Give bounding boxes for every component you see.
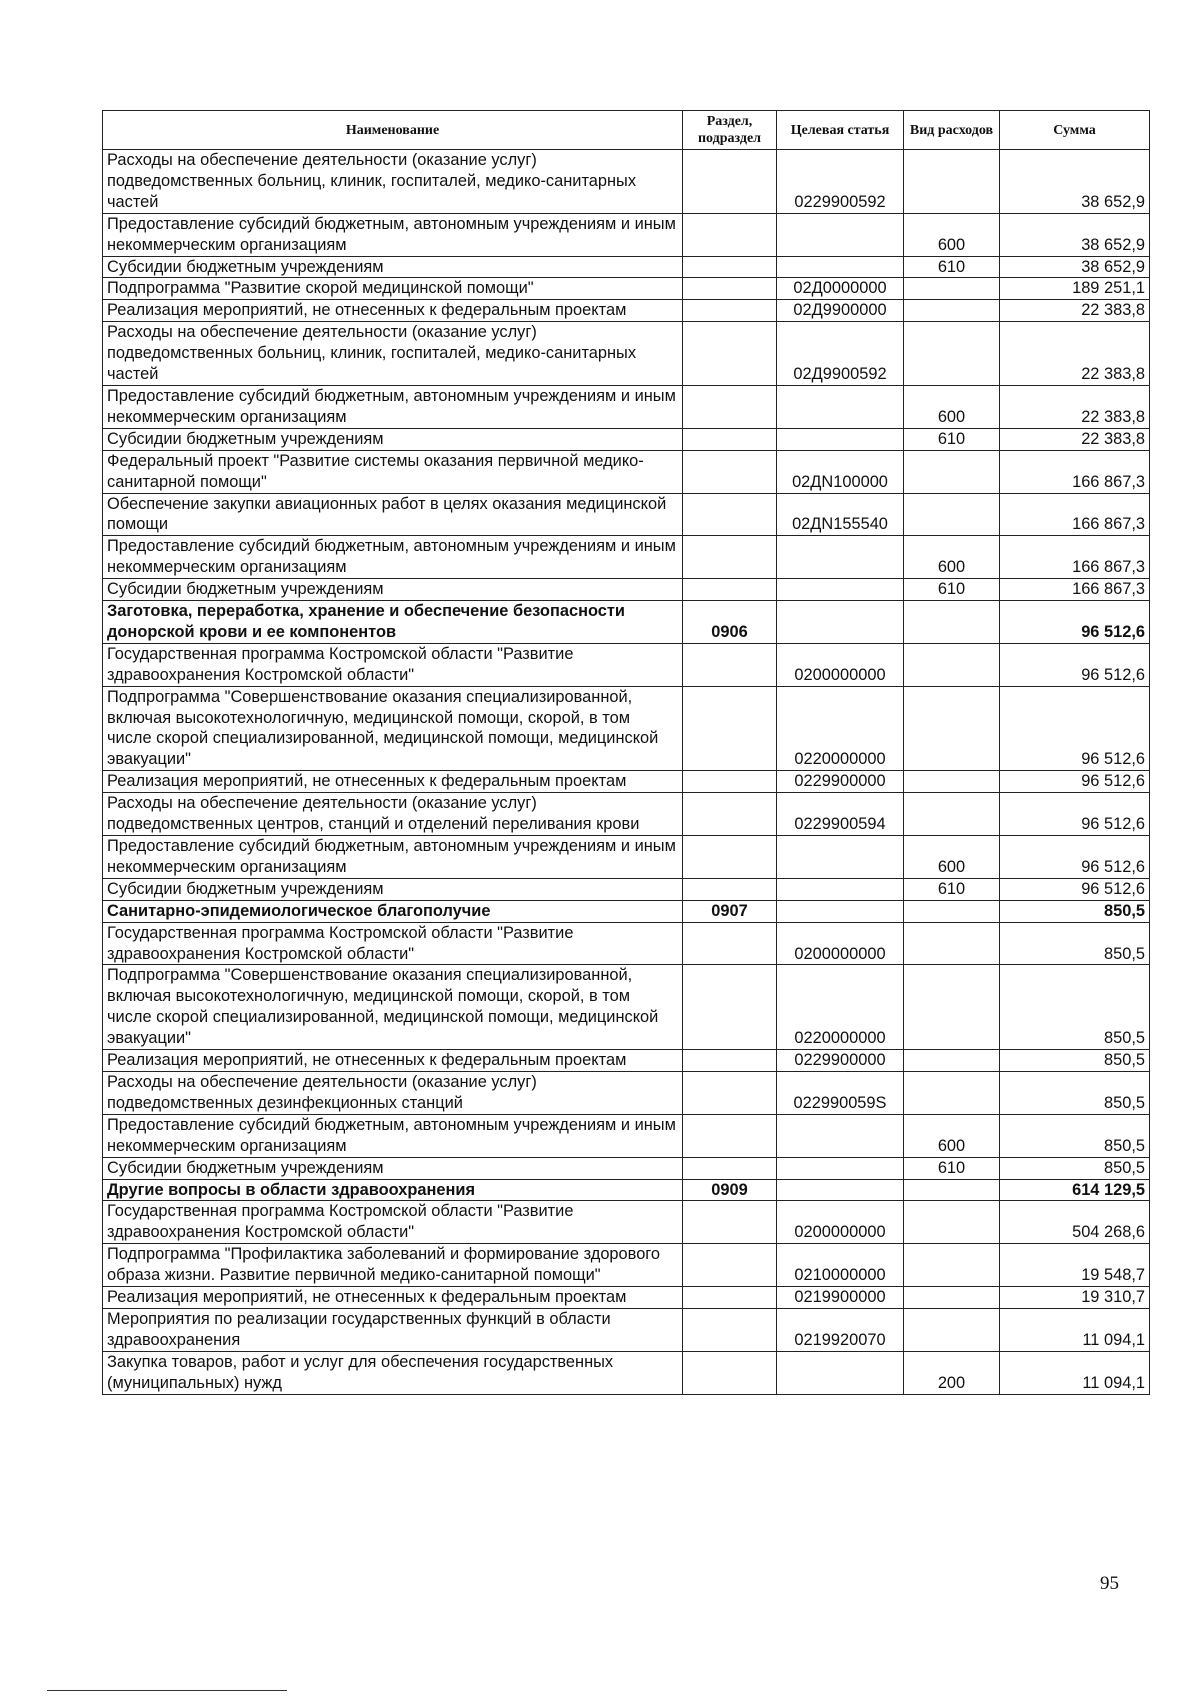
cell-target-code: 0200000000 [777, 922, 904, 965]
cell-amount: 22 383,8 [1000, 300, 1150, 322]
cell-target-code [777, 1351, 904, 1394]
cell-name: Федеральный проект "Развитие системы оказания первичной медико-санитарной помощи" [103, 450, 683, 493]
cell-name: Государственная программа Костромской области "Развитие здравоохранения Костромской области" [103, 922, 683, 965]
cell-name: Субсидии бюджетным учреждениям [103, 878, 683, 900]
cell-expense-type [904, 771, 1000, 793]
cell-target-code [777, 428, 904, 450]
cell-expense-type [904, 900, 1000, 922]
cell-name: Закупка товаров, работ и услуг для обеспечения государственных (муниципальных) нужд [103, 1351, 683, 1394]
cell-expense-type [904, 1287, 1000, 1309]
cell-target-code: 0210000000 [777, 1244, 904, 1287]
cell-section [683, 450, 777, 493]
cell-name: Реализация мероприятий, не отнесенных к федеральным проектам [103, 1050, 683, 1072]
table-row [103, 1071, 1150, 1114]
cell-target-code: 0200000000 [777, 643, 904, 686]
cell-section [683, 322, 777, 386]
cell-section [683, 965, 777, 1050]
table-row [103, 965, 1150, 1050]
cell-section [683, 686, 777, 771]
cell-amount: 614 129,5 [1000, 1179, 1150, 1201]
table-row [103, 300, 1150, 322]
cell-amount: 504 268,6 [1000, 1201, 1150, 1244]
cell-amount: 166 867,3 [1000, 579, 1150, 601]
cell-expense-type: 200 [904, 1351, 1000, 1394]
cell-amount: 96 512,6 [1000, 771, 1150, 793]
cell-target-code [777, 1157, 904, 1179]
table-row [103, 1287, 1150, 1309]
cell-amount: 166 867,3 [1000, 450, 1150, 493]
table-row [103, 878, 1150, 900]
cell-target-code [777, 878, 904, 900]
cell-section [683, 536, 777, 579]
cell-target-code: 0229900000 [777, 1050, 904, 1072]
table-row [103, 836, 1150, 879]
cell-amount: 850,5 [1000, 1050, 1150, 1072]
cell-amount: 38 652,9 [1000, 150, 1150, 214]
header-type: Вид расходов [904, 111, 1000, 150]
cell-name: Подпрограмма "Профилактика заболеваний и формирование здорового образа жизни. Развитие первичной медико-санитарной помощи" [103, 1244, 683, 1287]
cell-expense-type [904, 965, 1000, 1050]
cell-expense-type [904, 300, 1000, 322]
cell-section [683, 428, 777, 450]
cell-expense-type [904, 601, 1000, 644]
cell-name: Расходы на обеспечение деятельности (оказание услуг) подведомственных больниц, клиник, госпиталей, медико-санитарных частей [103, 150, 683, 214]
cell-name: Предоставление субсидий бюджетным, автономным учреждениям и иным некоммерческим организациям [103, 836, 683, 879]
cell-name: Субсидии бюджетным учреждениям [103, 1157, 683, 1179]
table-row [103, 213, 1150, 256]
cell-section [683, 150, 777, 214]
cell-expense-type: 600 [904, 836, 1000, 879]
cell-section [683, 385, 777, 428]
table-row [103, 536, 1150, 579]
header-code: Целевая статья [777, 111, 904, 150]
table-row [103, 493, 1150, 536]
cell-section [683, 256, 777, 278]
cell-expense-type [904, 686, 1000, 771]
table-header-row [103, 111, 1150, 150]
section-total-row [103, 601, 1150, 644]
table-row [103, 643, 1150, 686]
cell-target-code: 02Д0000000 [777, 278, 904, 300]
cell-section [683, 1351, 777, 1394]
cell-amount: 19 548,7 [1000, 1244, 1150, 1287]
cell-expense-type: 610 [904, 579, 1000, 601]
cell-name: Государственная программа Костромской области "Развитие здравоохранения Костромской области" [103, 643, 683, 686]
cell-target-code: 02Д9900000 [777, 300, 904, 322]
table-row [103, 450, 1150, 493]
cell-section [683, 213, 777, 256]
cell-expense-type: 600 [904, 1114, 1000, 1157]
cell-name: Обеспечение закупки авиационных работ в целях оказания медицинской помощи [103, 493, 683, 536]
cell-expense-type [904, 278, 1000, 300]
cell-name: Расходы на обеспечение деятельности (оказание услуг) подведомственных дезинфекционных станций [103, 1071, 683, 1114]
table-row [103, 771, 1150, 793]
cell-expense-type [904, 150, 1000, 214]
budget-table [102, 110, 1150, 1395]
cell-section [683, 579, 777, 601]
cell-name: Субсидии бюджетным учреждениям [103, 579, 683, 601]
header-amount: Сумма [1000, 111, 1150, 150]
cell-expense-type: 610 [904, 1157, 1000, 1179]
cell-target-code [777, 1114, 904, 1157]
cell-amount: 96 512,6 [1000, 836, 1150, 879]
cell-expense-type [904, 643, 1000, 686]
cell-amount: 166 867,3 [1000, 493, 1150, 536]
cell-name: Мероприятия по реализации государственных функций в области здравоохранения [103, 1308, 683, 1351]
cell-target-code: 0219920070 [777, 1308, 904, 1351]
cell-section [683, 836, 777, 879]
cell-name: Другие вопросы в области здравоохранения [103, 1179, 683, 1201]
cell-section [683, 1201, 777, 1244]
table-row [103, 278, 1150, 300]
cell-expense-type [904, 493, 1000, 536]
cell-target-code: 0220000000 [777, 965, 904, 1050]
cell-target-code [777, 213, 904, 256]
cell-amount: 96 512,6 [1000, 601, 1150, 644]
cell-expense-type: 610 [904, 256, 1000, 278]
cell-target-code: 02ДN155540 [777, 493, 904, 536]
cell-expense-type [904, 793, 1000, 836]
cell-section [683, 493, 777, 536]
section-total-row [103, 1179, 1150, 1201]
cell-amount: 850,5 [1000, 965, 1150, 1050]
cell-amount: 22 383,8 [1000, 428, 1150, 450]
cell-amount: 96 512,6 [1000, 878, 1150, 900]
cell-expense-type [904, 1244, 1000, 1287]
table-row [103, 1308, 1150, 1351]
cell-target-code: 0200000000 [777, 1201, 904, 1244]
cell-name: Заготовка, переработка, хранение и обеспечение безопасности донорской крови и ее компонентов [103, 601, 683, 644]
table-row [103, 428, 1150, 450]
cell-name: Реализация мероприятий, не отнесенных к федеральным проектам [103, 1287, 683, 1309]
cell-target-code [777, 385, 904, 428]
cell-target-code: 0229900000 [777, 771, 904, 793]
cell-target-code: 0229900594 [777, 793, 904, 836]
cell-amount: 38 652,9 [1000, 213, 1150, 256]
cell-expense-type: 600 [904, 536, 1000, 579]
cell-target-code: 02ДN100000 [777, 450, 904, 493]
cell-section [683, 793, 777, 836]
cell-amount: 38 652,9 [1000, 256, 1150, 278]
cell-section [683, 771, 777, 793]
cell-target-code [777, 900, 904, 922]
cell-amount: 850,5 [1000, 1071, 1150, 1114]
cell-target-code [777, 536, 904, 579]
section-total-row [103, 900, 1150, 922]
cell-name: Реализация мероприятий, не отнесенных к федеральным проектам [103, 771, 683, 793]
cell-expense-type: 610 [904, 428, 1000, 450]
cell-target-code: 0229900592 [777, 150, 904, 214]
cell-section [683, 278, 777, 300]
table-row [103, 1201, 1150, 1244]
table-body [103, 150, 1150, 1395]
cell-expense-type: 610 [904, 878, 1000, 900]
cell-name: Подпрограмма "Развитие скорой медицинской помощи" [103, 278, 683, 300]
cell-section: 0906 [683, 601, 777, 644]
cell-section [683, 922, 777, 965]
table-row [103, 322, 1150, 386]
cell-expense-type [904, 322, 1000, 386]
cell-amount: 11 094,1 [1000, 1351, 1150, 1394]
cell-expense-type [904, 1179, 1000, 1201]
cell-name: Государственная программа Костромской области "Развитие здравоохранения Костромской области" [103, 1201, 683, 1244]
header-section: Раздел, подраздел [683, 111, 777, 150]
table-row [103, 150, 1150, 214]
cell-target-code: 02Д9900592 [777, 322, 904, 386]
cell-section [683, 300, 777, 322]
cell-amount: 96 512,6 [1000, 686, 1150, 771]
cell-name: Субсидии бюджетным учреждениям [103, 428, 683, 450]
cell-target-code [777, 601, 904, 644]
cell-section: 0909 [683, 1179, 777, 1201]
cell-section [683, 1050, 777, 1072]
cell-amount: 850,5 [1000, 1157, 1150, 1179]
cell-target-code: 022990059S [777, 1071, 904, 1114]
header-name: Наименование [103, 111, 683, 150]
cell-expense-type: 600 [904, 213, 1000, 256]
cell-name: Расходы на обеспечение деятельности (оказание услуг) подведомственных центров, станций и отделений переливания крови [103, 793, 683, 836]
cell-section [683, 1071, 777, 1114]
cell-expense-type: 600 [904, 385, 1000, 428]
cell-expense-type [904, 1050, 1000, 1072]
cell-name: Реализация мероприятий, не отнесенных к федеральным проектам [103, 300, 683, 322]
cell-name: Предоставление субсидий бюджетным, автономным учреждениям и иным некоммерческим организациям [103, 385, 683, 428]
cell-amount: 11 094,1 [1000, 1308, 1150, 1351]
cell-expense-type [904, 1308, 1000, 1351]
cell-section [683, 878, 777, 900]
cell-amount: 96 512,6 [1000, 793, 1150, 836]
table-row [103, 385, 1150, 428]
cell-expense-type [904, 1071, 1000, 1114]
table-row [103, 686, 1150, 771]
table-row [103, 1114, 1150, 1157]
cell-section: 0907 [683, 900, 777, 922]
table-row [103, 1244, 1150, 1287]
cell-amount: 22 383,8 [1000, 322, 1150, 386]
cell-amount: 850,5 [1000, 922, 1150, 965]
cell-amount: 189 251,1 [1000, 278, 1150, 300]
table-row [103, 1351, 1150, 1394]
cell-amount: 96 512,6 [1000, 643, 1150, 686]
table-row [103, 579, 1150, 601]
cell-amount: 850,5 [1000, 1114, 1150, 1157]
table-row [103, 256, 1150, 278]
cell-name: Санитарно-эпидемиологическое благополучие [103, 900, 683, 922]
cell-target-code [777, 1179, 904, 1201]
cell-target-code: 0219900000 [777, 1287, 904, 1309]
cell-section [683, 1114, 777, 1157]
table-row [103, 793, 1150, 836]
cell-amount: 166 867,3 [1000, 536, 1150, 579]
cell-name: Субсидии бюджетным учреждениям [103, 256, 683, 278]
table-row [103, 922, 1150, 965]
cell-amount: 22 383,8 [1000, 385, 1150, 428]
cell-name: Расходы на обеспечение деятельности (оказание услуг) подведомственных больниц, клиник, госпиталей, медико-санитарных частей [103, 322, 683, 386]
cell-name: Предоставление субсидий бюджетным, автономным учреждениям и иным некоммерческим организациям [103, 1114, 683, 1157]
cell-expense-type [904, 922, 1000, 965]
cell-target-code: 0220000000 [777, 686, 904, 771]
footnote-divider [47, 1690, 287, 1691]
cell-name: Предоставление субсидий бюджетным, автономным учреждениям и иным некоммерческим организациям [103, 536, 683, 579]
page-number: 95 [1100, 1573, 1119, 1594]
table-row [103, 1050, 1150, 1072]
cell-name: Подпрограмма "Совершенствование оказания специализированной, включая высокотехнологичную, медицинской помощи, скорой, в том числе скорой специализированной, медицинской помощи, медицинской эвакуации" [103, 686, 683, 771]
cell-section [683, 1308, 777, 1351]
cell-name: Подпрограмма "Совершенствование оказания специализированной, включая высокотехнологичную, медицинской помощи, скорой, в том числе скорой специализированной, медицинской помощи, медицинской эвакуации" [103, 965, 683, 1050]
cell-target-code [777, 579, 904, 601]
cell-expense-type [904, 450, 1000, 493]
cell-target-code [777, 836, 904, 879]
cell-expense-type [904, 1201, 1000, 1244]
cell-name: Предоставление субсидий бюджетным, автономным учреждениям и иным некоммерческим организациям [103, 213, 683, 256]
cell-amount: 19 310,7 [1000, 1287, 1150, 1309]
cell-section [683, 1287, 777, 1309]
table-row [103, 1157, 1150, 1179]
cell-section [683, 643, 777, 686]
cell-section [683, 1244, 777, 1287]
cell-target-code [777, 256, 904, 278]
cell-section [683, 1157, 777, 1179]
cell-amount: 850,5 [1000, 900, 1150, 922]
